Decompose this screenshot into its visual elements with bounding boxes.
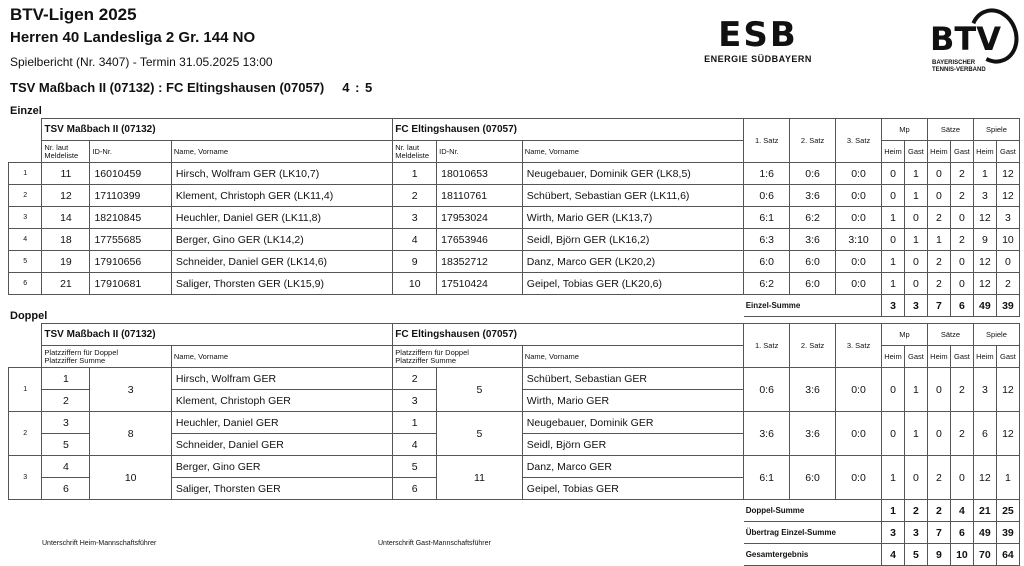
einzel-table — [8, 118, 1020, 317]
guest-platz2: 6 — [393, 478, 437, 500]
einzel-spiele-gast: Gast — [996, 141, 1019, 163]
home-platz2: 6 — [42, 478, 90, 500]
set3-score: 0:0 — [836, 368, 882, 412]
einzel-guest-team: FC Eltingshausen (07057) — [393, 119, 744, 141]
row-number: 4 — [9, 229, 42, 251]
guest-player2-name: Seidl, Björn GER — [522, 434, 743, 456]
row-number: 3 — [9, 456, 42, 500]
sum-saetze-heim: 9 — [927, 544, 950, 566]
home-platz-summe: 3 — [90, 368, 171, 412]
einzel-col-saetze: Sätze — [927, 119, 973, 141]
home-player2-name: Schneider, Daniel GER — [171, 434, 392, 456]
einzel-spiele-heim: Heim — [973, 141, 996, 163]
mp-gast: 0 — [904, 273, 927, 295]
set1-score: 6:1 — [744, 456, 790, 500]
einzel-sum-spiele-heim: 49 — [973, 295, 996, 317]
set1-score: 6:3 — [744, 229, 790, 251]
saetze-gast: 0 — [950, 273, 973, 295]
einzel-row — [9, 229, 1020, 251]
einzel-mp-gast: Gast — [904, 141, 927, 163]
row-number: 2 — [9, 412, 42, 456]
mp-heim: 1 — [882, 207, 905, 229]
home-platz-summe: 10 — [90, 456, 171, 500]
saetze-heim: 2 — [927, 273, 950, 295]
saetze-heim: 0 — [927, 185, 950, 207]
sum-mp-heim: 4 — [882, 544, 905, 566]
einzel-sum-mp-heim: 3 — [882, 295, 905, 317]
guest-player1-name: Danz, Marco GER — [522, 456, 743, 478]
mp-heim: 1 — [882, 251, 905, 273]
guest-player-id: 18010653 — [437, 163, 523, 185]
set1-score: 0:6 — [744, 185, 790, 207]
guest-player-name: Schübert, Sebastian GER (LK11,6) — [522, 185, 743, 207]
report-header — [10, 4, 373, 97]
saetze-heim: 2 — [927, 456, 950, 500]
saetze-heim: 1 — [927, 229, 950, 251]
doppel-home-platz-label: Platzziffer — [44, 355, 78, 365]
guest-player-id: 17653946 — [437, 229, 523, 251]
doppel-home-pz-label: Platzziffern für Doppel — [44, 347, 119, 357]
home-ranking-nr: 14 — [42, 207, 90, 229]
doppel-col-spiele: Spiele — [973, 324, 1019, 346]
spiele-heim: 3 — [973, 368, 996, 412]
spiele-gast: 12 — [996, 163, 1019, 185]
doppel-row — [9, 368, 1020, 390]
saetze-gast: 2 — [950, 229, 973, 251]
mp-gast: 0 — [904, 456, 927, 500]
sum-saetze-heim: 7 — [927, 522, 950, 544]
spiele-heim: 1 — [973, 163, 996, 185]
sum-label: Doppel-Summe — [744, 500, 882, 522]
spiele-heim: 6 — [973, 412, 996, 456]
set3-score: 0:0 — [836, 185, 882, 207]
saetze-gast: 2 — [950, 412, 973, 456]
guest-player-id: 18110761 — [437, 185, 523, 207]
set2-score: 3:6 — [790, 368, 836, 412]
einzel-col-satz1: 1. Satz — [744, 119, 790, 163]
spiele-heim: 3 — [973, 185, 996, 207]
guest-platz2: 4 — [393, 434, 437, 456]
set2-score: 0:6 — [790, 163, 836, 185]
guest-ranking-nr: 1 — [393, 163, 437, 185]
sum-saetze-gast: 4 — [950, 500, 973, 522]
home-ranking-nr: 18 — [42, 229, 90, 251]
doppel-saetze-heim: Heim — [927, 346, 950, 368]
einzel-guest-col-nr: Nr. laut Meldeliste — [393, 141, 437, 163]
doppel-guest-team: FC Eltingshausen (07057) — [393, 324, 744, 346]
saetze-gast: 0 — [950, 456, 973, 500]
doppel-guest-platz-label: Platzziffer — [395, 355, 429, 365]
sum-spiele-gast: 39 — [996, 522, 1019, 544]
home-platz2: 2 — [42, 390, 90, 412]
spiele-gast: 12 — [996, 185, 1019, 207]
match-teams: TSV Maßbach II (07132) : FC Eltingshausen (07057) — [10, 80, 325, 95]
guest-player2-name: Geipel, Tobias GER — [522, 478, 743, 500]
guest-platz1: 5 — [393, 456, 437, 478]
spiele-heim: 12 — [973, 207, 996, 229]
einzel-sum-label: Einzel-Summe — [744, 295, 882, 317]
guest-platz1: 2 — [393, 368, 437, 390]
btv-sub-line1: BAYERISCHER — [932, 60, 976, 66]
saetze-gast: 2 — [950, 163, 973, 185]
guest-ranking-nr: 10 — [393, 273, 437, 295]
set2-score: 6:0 — [790, 251, 836, 273]
guest-player-name: Wirth, Mario GER (LK13,7) — [522, 207, 743, 229]
mp-heim: 0 — [882, 163, 905, 185]
einzel-guest-col-name: Name, Vorname — [522, 141, 743, 163]
sum-saetze-heim: 2 — [927, 500, 950, 522]
home-ranking-nr: 12 — [42, 185, 90, 207]
sum-spiele-heim: 21 — [973, 500, 996, 522]
saetze-gast: 0 — [950, 207, 973, 229]
spiele-heim: 12 — [973, 273, 996, 295]
row-number: 6 — [9, 273, 42, 295]
set1-score: 6:2 — [744, 273, 790, 295]
esb-logo-subtitle: ENERGIE SÜDBAYERN — [704, 54, 812, 64]
set3-score: 0:0 — [836, 456, 882, 500]
mp-heim: 1 — [882, 456, 905, 500]
btv-logo-subtitle — [932, 60, 986, 74]
doppel-table — [8, 323, 1020, 566]
einzel-sum-saetze-gast: 6 — [950, 295, 973, 317]
home-player-id: 17910681 — [90, 273, 171, 295]
row-number: 3 — [9, 207, 42, 229]
set3-score: 0:0 — [836, 251, 882, 273]
einzel-section-title: Einzel — [10, 105, 42, 117]
saetze-heim: 2 — [927, 251, 950, 273]
esb-logo — [698, 15, 818, 64]
sum-spacer — [9, 500, 744, 522]
home-player-id: 17110399 — [90, 185, 171, 207]
mp-heim: 0 — [882, 412, 905, 456]
doppel-home-col-name: Name, Vorname — [171, 346, 392, 368]
guest-player-id: 17953024 — [437, 207, 523, 229]
guest-ranking-nr: 9 — [393, 251, 437, 273]
sum-mp-gast: 5 — [904, 544, 927, 566]
home-player2-name: Klement, Christoph GER — [171, 390, 392, 412]
guest-platz-summe: 11 — [437, 456, 523, 500]
saetze-gast: 2 — [950, 368, 973, 412]
saetze-gast: 2 — [950, 185, 973, 207]
home-player1-name: Berger, Gino GER — [171, 456, 392, 478]
home-player-id: 17755685 — [90, 229, 171, 251]
home-player-name: Saliger, Thorsten GER (LK15,9) — [171, 273, 392, 295]
guest-player1-name: Schübert, Sebastian GER — [522, 368, 743, 390]
set2-score: 3:6 — [790, 412, 836, 456]
set3-score: 0:0 — [836, 412, 882, 456]
guest-player-id: 17510424 — [437, 273, 523, 295]
mp-heim: 0 — [882, 368, 905, 412]
guest-player-name: Geipel, Tobias GER (LK20,6) — [522, 273, 743, 295]
page-title: BTV-Ligen 2025 — [10, 5, 137, 24]
row-number: 2 — [9, 185, 42, 207]
spiele-gast: 10 — [996, 229, 1019, 251]
home-player1-name: Hirsch, Wolfram GER — [171, 368, 392, 390]
report-info: Spielbericht (Nr. 3407) - Termin 31.05.2025 13:00 — [10, 55, 273, 69]
einzel-row — [9, 185, 1020, 207]
doppel-guest-pz-label: Platzziffern für Doppel — [395, 347, 469, 357]
einzel-row — [9, 207, 1020, 229]
sum-mp-heim: 1 — [882, 500, 905, 522]
doppel-sum-row — [9, 522, 1020, 544]
einzel-sum-saetze-heim: 7 — [927, 295, 950, 317]
doppel-home-team: TSV Maßbach II (07132) — [42, 324, 393, 346]
set1-score: 3:6 — [744, 412, 790, 456]
set2-score: 3:6 — [790, 229, 836, 251]
sum-saetze-gast: 10 — [950, 544, 973, 566]
sum-label: Übertrag Einzel-Summe — [744, 522, 882, 544]
home-platz2: 5 — [42, 434, 90, 456]
guest-signature-label: Unterschrift Gast-Mannschaftsführer — [378, 540, 491, 547]
guest-player-name: Neugebauer, Dominik GER (LK8,5) — [522, 163, 743, 185]
mp-heim: 0 — [882, 185, 905, 207]
einzel-home-col-name: Name, Vorname — [171, 141, 392, 163]
home-ranking-nr: 11 — [42, 163, 90, 185]
set2-score: 6:2 — [790, 207, 836, 229]
mp-gast: 1 — [904, 229, 927, 251]
mp-heim: 0 — [882, 229, 905, 251]
doppel-row — [9, 456, 1020, 478]
einzel-home-team: TSV Maßbach II (07132) — [42, 119, 393, 141]
set1-score: 0:6 — [744, 368, 790, 412]
set2-score: 6:0 — [790, 456, 836, 500]
saetze-heim: 0 — [927, 368, 950, 412]
einzel-col-spiele: Spiele — [973, 119, 1019, 141]
doppel-col-satz2: 2. Satz — [790, 324, 836, 368]
saetze-gast: 0 — [950, 251, 973, 273]
set3-score: 0:0 — [836, 207, 882, 229]
set3-score: 0:0 — [836, 273, 882, 295]
home-platz-summe: 8 — [90, 412, 171, 456]
doppel-row — [9, 412, 1020, 434]
einzel-home-col-nr: Nr. laut Meldeliste — [42, 141, 90, 163]
guest-player-name: Seidl, Björn GER (LK16,2) — [522, 229, 743, 251]
match-title — [10, 79, 373, 97]
doppel-sum-row — [9, 544, 1020, 566]
einzel-guest-col-id: ID-Nr. — [437, 141, 523, 163]
row-number: 5 — [9, 251, 42, 273]
doppel-col-satz3: 3. Satz — [836, 324, 882, 368]
guest-ranking-nr: 2 — [393, 185, 437, 207]
einzel-sum-mp-gast: 3 — [904, 295, 927, 317]
btv-logo — [930, 8, 1020, 78]
einzel-home-col-id: ID-Nr. — [90, 141, 171, 163]
mp-gast: 1 — [904, 412, 927, 456]
set1-score: 6:0 — [744, 251, 790, 273]
home-player2-name: Saliger, Thorsten GER — [171, 478, 392, 500]
home-player-name: Klement, Christoph GER (LK11,4) — [171, 185, 392, 207]
row-number: 1 — [9, 368, 42, 412]
einzel-sum-spiele-gast: 39 — [996, 295, 1019, 317]
guest-player-name: Danz, Marco GER (LK20,2) — [522, 251, 743, 273]
spiele-gast: 12 — [996, 412, 1019, 456]
sum-mp-heim: 3 — [882, 522, 905, 544]
home-player-id: 18210845 — [90, 207, 171, 229]
home-player1-name: Heuchler, Daniel GER — [171, 412, 392, 434]
doppel-spiele-heim: Heim — [973, 346, 996, 368]
doppel-mp-heim: Heim — [882, 346, 905, 368]
home-player-name: Schneider, Daniel GER (LK14,6) — [171, 251, 392, 273]
doppel-mp-gast: Gast — [904, 346, 927, 368]
guest-platz1: 1 — [393, 412, 437, 434]
esb-logo-text: ESB — [718, 15, 798, 55]
match-score: 4 : 5 — [342, 80, 374, 95]
home-player-name: Hirsch, Wolfram GER (LK10,7) — [171, 163, 392, 185]
einzel-row — [9, 273, 1020, 295]
doppel-col-saetze: Sätze — [927, 324, 973, 346]
einzel-saetze-heim: Heim — [927, 141, 950, 163]
btv-sub-line2: TENNIS-VERBAND — [932, 67, 986, 73]
home-ranking-nr: 21 — [42, 273, 90, 295]
einzel-row — [9, 163, 1020, 185]
home-player-id: 17910656 — [90, 251, 171, 273]
doppel-guest-col-pz — [393, 346, 522, 368]
spiele-gast: 12 — [996, 368, 1019, 412]
einzel-mp-heim: Heim — [882, 141, 905, 163]
doppel-home-summe-label: Summe — [79, 355, 106, 365]
set2-score: 6:0 — [790, 273, 836, 295]
mp-gast: 1 — [904, 368, 927, 412]
sum-mp-gast: 3 — [904, 522, 927, 544]
sum-mp-gast: 2 — [904, 500, 927, 522]
guest-platz2: 3 — [393, 390, 437, 412]
mp-heim: 1 — [882, 273, 905, 295]
sum-spiele-heim: 70 — [973, 544, 996, 566]
doppel-guest-summe-label: Summe — [430, 355, 457, 365]
sum-label: Gesamtergebnis — [744, 544, 882, 566]
set3-score: 0:0 — [836, 163, 882, 185]
spiele-heim: 12 — [973, 456, 996, 500]
guest-ranking-nr: 4 — [393, 229, 437, 251]
home-player-id: 16010459 — [90, 163, 171, 185]
set1-score: 1:6 — [744, 163, 790, 185]
btv-logo-text: BTV — [930, 20, 1001, 58]
einzel-col-satz3: 3. Satz — [836, 119, 882, 163]
guest-player2-name: Wirth, Mario GER — [522, 390, 743, 412]
einzel-col-satz2: 2. Satz — [790, 119, 836, 163]
guest-player-id: 18352712 — [437, 251, 523, 273]
saetze-heim: 0 — [927, 412, 950, 456]
sum-spiele-gast: 64 — [996, 544, 1019, 566]
doppel-section-title: Doppel — [10, 310, 48, 322]
guest-platz-summe: 5 — [437, 412, 523, 456]
home-platz1: 3 — [42, 412, 90, 434]
spiele-gast: 3 — [996, 207, 1019, 229]
guest-ranking-nr: 3 — [393, 207, 437, 229]
league-title: Herren 40 Landesliga 2 Gr. 144 NO — [10, 29, 256, 46]
mp-gast: 0 — [904, 207, 927, 229]
einzel-saetze-gast: Gast — [950, 141, 973, 163]
home-signature-label: Unterschrift Heim-Mannschaftsführer — [42, 540, 157, 547]
sum-saetze-gast: 6 — [950, 522, 973, 544]
set2-score: 3:6 — [790, 185, 836, 207]
mp-gast: 1 — [904, 185, 927, 207]
sum-spiele-heim: 49 — [973, 522, 996, 544]
doppel-col-mp: Mp — [882, 324, 928, 346]
doppel-saetze-gast: Gast — [950, 346, 973, 368]
spiele-heim: 12 — [973, 251, 996, 273]
set3-score: 3:10 — [836, 229, 882, 251]
doppel-spiele-gast: Gast — [996, 346, 1019, 368]
doppel-sum-row — [9, 500, 1020, 522]
spiele-heim: 9 — [973, 229, 996, 251]
row-number: 1 — [9, 163, 42, 185]
spiele-gast: 0 — [996, 251, 1019, 273]
einzel-col-mp: Mp — [882, 119, 928, 141]
guest-player1-name: Neugebauer, Dominik GER — [522, 412, 743, 434]
doppel-col-satz1: 1. Satz — [744, 324, 790, 368]
einzel-row — [9, 251, 1020, 273]
home-platz1: 1 — [42, 368, 90, 390]
home-player-name: Berger, Gino GER (LK14,2) — [171, 229, 392, 251]
guest-platz-summe: 5 — [437, 368, 523, 412]
mp-gast: 0 — [904, 251, 927, 273]
mp-gast: 1 — [904, 163, 927, 185]
doppel-home-col-pz — [42, 346, 171, 368]
home-ranking-nr: 19 — [42, 251, 90, 273]
saetze-heim: 2 — [927, 207, 950, 229]
saetze-heim: 0 — [927, 163, 950, 185]
set1-score: 6:1 — [744, 207, 790, 229]
spiele-gast: 1 — [996, 456, 1019, 500]
home-player-name: Heuchler, Daniel GER (LK11,8) — [171, 207, 392, 229]
doppel-guest-col-name: Name, Vorname — [522, 346, 743, 368]
sum-spiele-gast: 25 — [996, 500, 1019, 522]
spiele-gast: 2 — [996, 273, 1019, 295]
home-platz1: 4 — [42, 456, 90, 478]
